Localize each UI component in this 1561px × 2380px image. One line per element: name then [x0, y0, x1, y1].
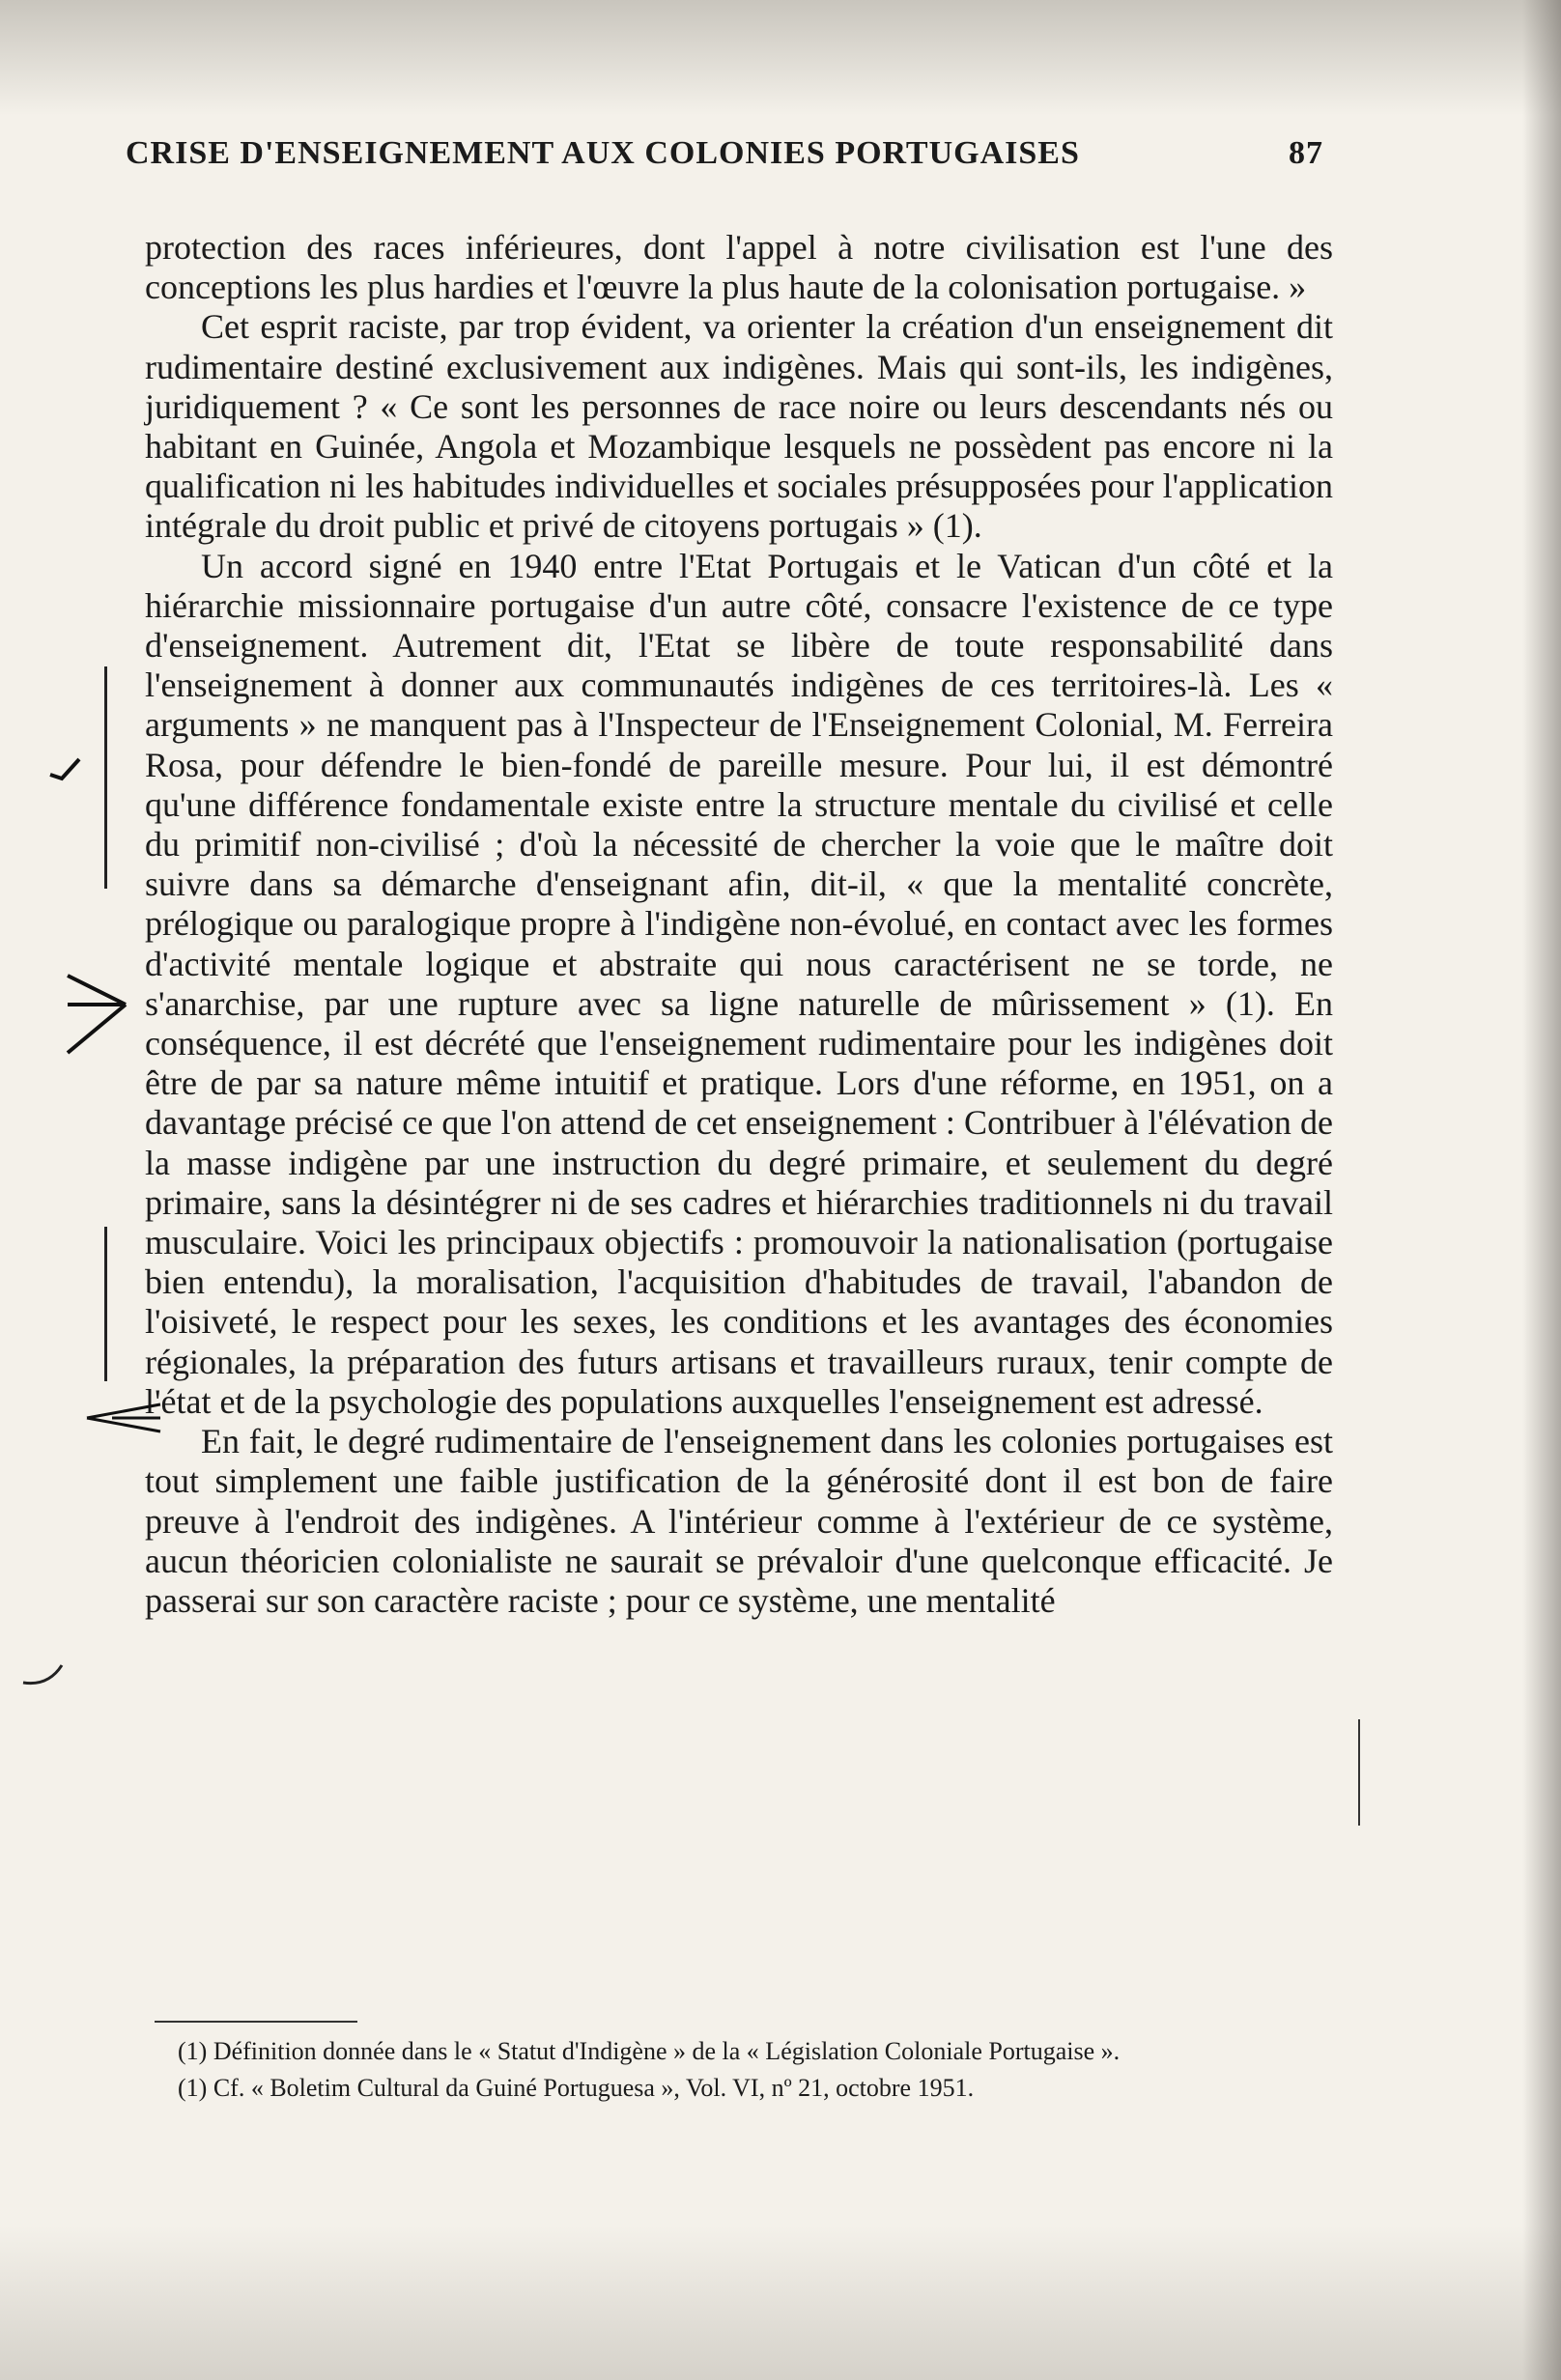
footnote-1: (1) Définition donnée dans le « Statut d'Indigène » de la « Législation Coloniale Portugaise ». [178, 2037, 1121, 2065]
running-title: CRISE D'ENSEIGNEMENT AUX COLONIES PORTUGAISES [126, 135, 1080, 171]
scan-shadow-right [1522, 0, 1561, 2380]
footnote-rule [155, 2021, 357, 2023]
checkmark-annotation [46, 753, 85, 792]
cross-annotation [58, 966, 135, 1062]
paragraph-1: protection des races inférieures, dont l'appel à notre civilisation est l'une des conceptions les plus hardies et l'œuvre la plus haute de la colonisation portugaise. » [145, 228, 1333, 307]
paragraph-2: Cet esprit raciste, par trop évident, va orienter la création d'un enseignement dit rudimentaire destiné exclusivement aux indigènes. Mais qui sont-ils, les indigènes, juridiquement ? « Ce sont les personnes de race noire ou leurs descendants nés ou habitant en Guinée, Angola et Mozambique lesquels ne possèdent pas encore ni la qualification ni les habitudes individuelles et sociales présupposées pour l'application intégrale du droit public et privé de citoyens portugais » (1). [145, 307, 1333, 546]
page-number: 87 [1289, 135, 1323, 171]
curve-annotation [19, 1661, 68, 1690]
footnote-2: (1) Cf. « Boletim Cultural da Guiné Portuguesa », Vol. VI, nº 21, octobre 1951. [178, 2074, 975, 2102]
paragraph-4: En fait, le degré rudimentaire de l'enseignement dans les colonies portugaises est tout simplement une faible justification de la générosité dont il est bon de faire preuve à l'endroit des indigènes. A l'intérieur comme à l'extérieur de ce système, aucun théoricien colonialiste ne saurait se prévaloir d'une quelconque efficacité. Je passerai sur son caractère raciste ; pour ce système, une mentalité [145, 1422, 1333, 1620]
margin-pen-line-right [1358, 1719, 1360, 1826]
body-text [145, 228, 1333, 1621]
scan-shadow-bottom [0, 2225, 1561, 2380]
footnotes [155, 2036, 1333, 2110]
arrow-annotation [83, 1399, 170, 1437]
paragraph-3: Un accord signé en 1940 entre l'Etat Portugais et le Vatican d'un côté et la hiérarchie missionnaire portugaise d'un autre côté, consacre l'existence de ce type d'enseignement. Autrement dit, l'Etat se libère de toute responsabilité dans l'enseignement à donner aux communautés indigènes de ces territoires-là. Les « arguments » ne manquent pas à l'Inspecteur de l'Enseignement Colonial, M. Ferreira Rosa, pour défendre le bien-fondé de pareille mesure. Pour lui, il est démontré qu'une différence fondamentale existe entre la structure mentale du civilisé et celle du primitif non-civilisé ; d'où la nécessité de chercher la voie que le maître doit suivre dans sa démarche d'enseignant afin, dit-il, « que la mentalité concrète, prélogique ou paralogique propre à l'indigène non-évolué, en contact avec les formes d'activité mentale logique et abstraite qui nous caractérisent ne se torde, ne s'anarchise, par une rupture avec sa ligne naturelle de mûrissement » (1). En conséquence, il est décrété que l'enseignement rudimentaire pour les indigènes doit être de par sa nature même intuitif et pratique. Lors d'une réforme, en 1951, on a davantage précisé ce que l'on attend de cet enseignement : Contribuer à l'élévation de la masse indigène par une instruction du degré primaire, et seulement du degré primaire, sans la désintégrer ni de ses cadres et hiérarchies traditionnels ni du travail musculaire. Voici les principaux objectifs : promouvoir la nationalisation (portugaise bien entendu), la moralisation, l'acquisition d'habitudes de travail, l'abandon de l'oisiveté, le respect pour les sexes, les conditions et les avantages des économies régionales, la préparation des futurs artisans et travailleurs ruraux, tenir compte de l'état et de la psychologie des populations auxquelles l'enseignement est adressé. [145, 546, 1333, 1421]
margin-pen-line [104, 666, 107, 889]
margin-pen-line [104, 1227, 107, 1381]
running-header [126, 135, 1323, 172]
scan-shadow-top [0, 0, 1561, 116]
